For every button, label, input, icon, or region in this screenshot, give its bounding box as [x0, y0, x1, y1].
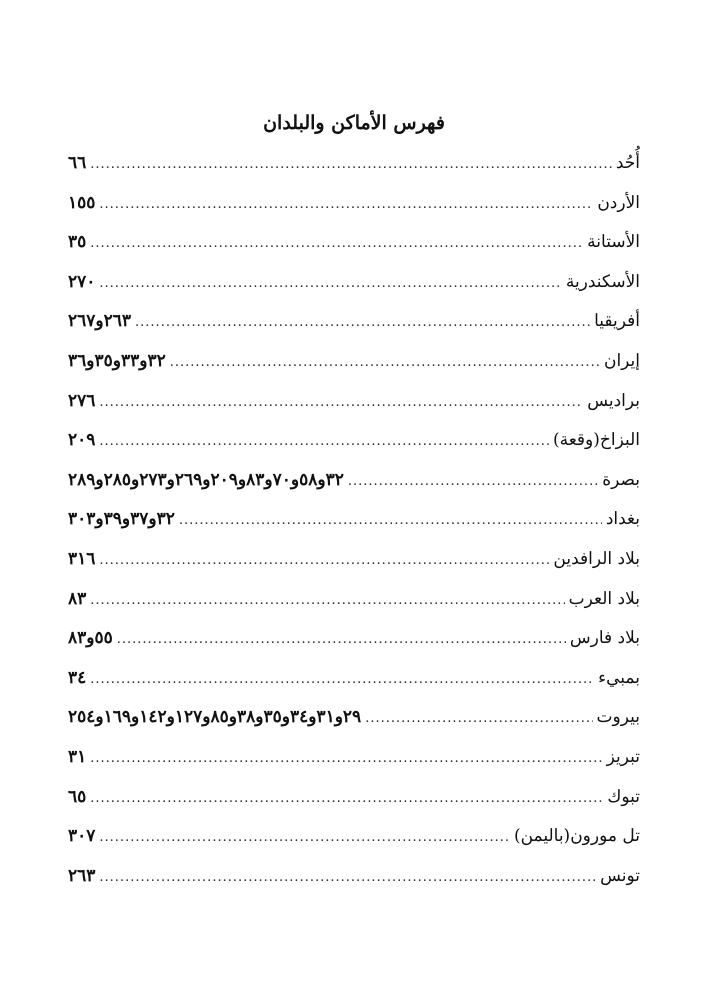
entry-page-numbers: ٣١٦	[68, 548, 96, 569]
entry-page-numbers: ٣٠٧	[68, 826, 96, 847]
entry-place-name: الأردن	[597, 192, 640, 213]
entry-page-numbers: ٣٢و٥٨و٧٠و٨٣و٢٠٩و٢٦٩و٢٧٣و٢٨٥و٢٨٩	[68, 469, 344, 490]
entry-place-name: أفريقيا	[594, 311, 640, 332]
index-entry	[68, 342, 640, 382]
index-entry	[68, 144, 640, 184]
entry-page-numbers: ٢٦٣و٢٦٧	[68, 311, 132, 332]
entry-page-numbers: ٣٤	[68, 667, 87, 688]
index-entry	[68, 461, 640, 501]
dot-leader	[99, 185, 593, 225]
index-entry	[68, 857, 640, 897]
index-entry	[68, 659, 640, 699]
index-entry	[68, 540, 640, 580]
entry-place-name: بلاد الرافدين	[553, 548, 640, 569]
index-entry	[68, 382, 640, 422]
index-entry	[68, 738, 640, 778]
dot-leader	[90, 779, 603, 819]
entry-page-numbers: ٢٧٠	[68, 271, 96, 292]
entry-place-name: بصرة	[602, 469, 640, 490]
index-entry	[68, 580, 640, 620]
dot-leader	[99, 818, 510, 858]
dot-leader	[117, 620, 566, 660]
index-entry	[68, 778, 640, 818]
dot-leader	[90, 739, 602, 779]
dot-leader	[90, 660, 594, 700]
entry-place-name: براديس	[587, 390, 640, 411]
index-entry	[68, 223, 640, 263]
index-entry	[68, 817, 640, 857]
dot-leader	[99, 383, 583, 423]
index-entry	[68, 184, 640, 224]
dot-leader	[99, 264, 561, 304]
entry-page-numbers: ٣٥	[68, 232, 87, 253]
dot-leader	[99, 422, 549, 462]
entry-place-name: بمبيء	[598, 667, 640, 688]
entry-page-numbers: ١٥٥	[68, 192, 96, 213]
entry-page-numbers: ٦٥	[68, 786, 87, 807]
entry-place-name: إيران	[603, 350, 640, 371]
entry-place-name: البزاخ(وقعة)	[552, 430, 640, 451]
dot-leader	[135, 303, 590, 343]
index-list	[68, 144, 640, 896]
entry-place-name: بيروت	[596, 707, 640, 728]
entry-place-name: تونس	[600, 865, 640, 886]
entry-page-numbers: ٣١	[68, 746, 87, 767]
entry-place-name: الأستانة	[587, 232, 640, 253]
dot-leader	[99, 541, 549, 581]
entry-place-name: تبريز	[606, 746, 640, 767]
entry-page-numbers: ٢٠٩	[68, 430, 96, 451]
dot-leader	[90, 145, 612, 185]
entry-page-numbers: ٢٦٣	[68, 865, 96, 886]
index-entry	[68, 302, 640, 342]
entry-page-numbers: ٣٢و٣٧و٣٩و٣٠٣	[68, 509, 175, 530]
index-entry	[68, 698, 640, 738]
entry-page-numbers: ٢٧٦	[68, 390, 96, 411]
index-entry	[68, 263, 640, 303]
dot-leader	[170, 343, 600, 383]
dot-leader	[90, 224, 583, 264]
entry-place-name: تل مورون(باليمن)	[513, 826, 640, 847]
entry-place-name: الأسكندرية	[565, 271, 640, 292]
entry-page-numbers: ٢٩و٣١و٣٤و٣٥و٣٨و٨٥و١٢٧و١٤٢و١٦٩و٢٥٤	[68, 707, 362, 728]
entry-page-numbers: ٦٦	[68, 153, 87, 173]
entry-place-name: أُحُد	[615, 153, 640, 173]
page-title: فهرس الأماكن والبلدان	[263, 112, 445, 134]
dot-leader	[99, 858, 596, 898]
index-entry	[68, 619, 640, 659]
dot-leader	[365, 699, 592, 739]
entry-page-numbers: ٨٣	[68, 588, 87, 609]
entry-page-numbers: ٣٢و٣٣و٣٥و٣٦	[68, 350, 166, 371]
index-entry	[68, 421, 640, 461]
dot-leader	[348, 462, 598, 502]
entry-place-name: بغداد	[605, 509, 640, 530]
entry-page-numbers: ٥٥و٨٣	[68, 628, 113, 649]
entry-place-name: تبوك	[607, 786, 640, 807]
entry-place-name: بلاد فارس	[569, 628, 640, 649]
dot-leader	[90, 581, 564, 621]
index-entry	[68, 500, 640, 540]
dot-leader	[179, 501, 602, 541]
entry-place-name: بلاد العرب	[568, 588, 640, 609]
